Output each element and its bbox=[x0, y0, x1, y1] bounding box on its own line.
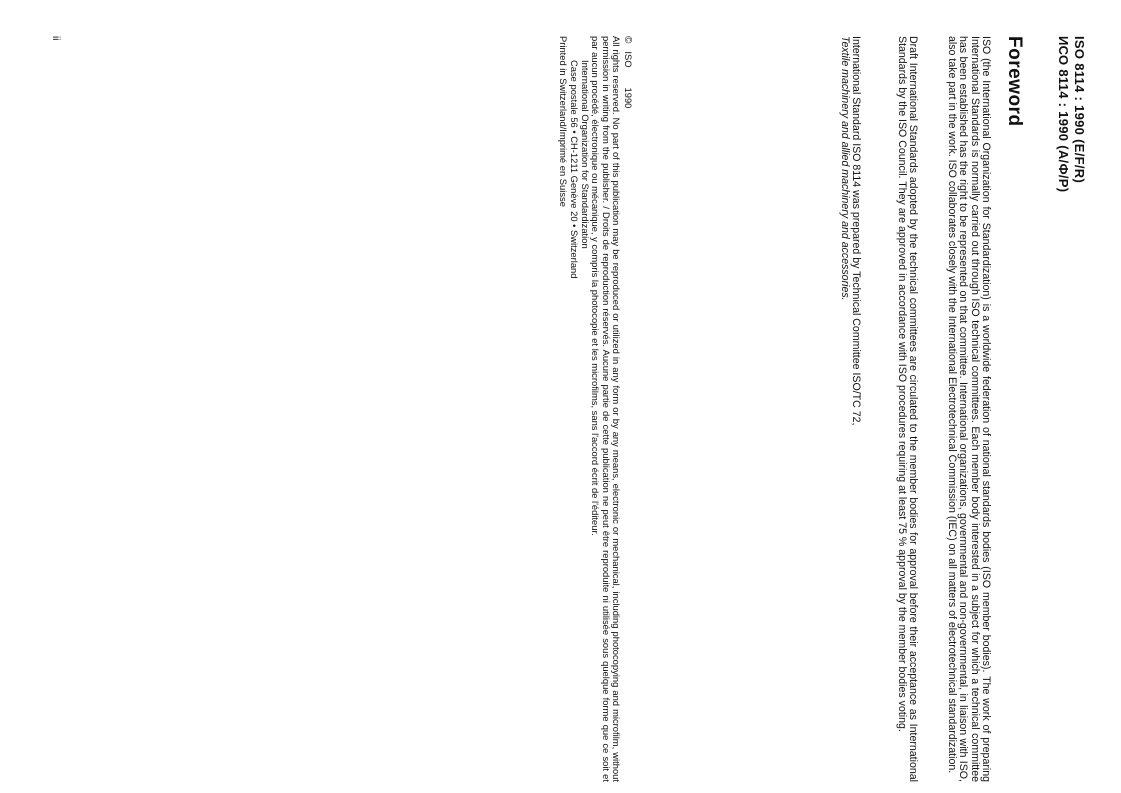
printed-in-statement: Printed in Switzerland/Imprimé en Suisse bbox=[558, 36, 570, 207]
foreword-paragraph-1: ISO (the International Organization for Standardization) is a worldwide federation of national standards bodies (ISO member bodies). The work of preparing International Standards is normally carried out through ISO technical committees. Each member body interested in a subject for which a technical committee has been established has the right to be represented on that committee. International organizations, governmental and non-governmental, in liaison with ISO, also take part in the work. ISO collaborates closely with the International Electrotechnical Commission (IEC) on all matters of electrotechnical standardization. bbox=[946, 36, 992, 782]
rights-statement: All rights reserved. No part of this publication may be reproduced or utilized in any form or by any means, electronic or mechanical, including photocopying and microfilm, without permission in writing from the publisher. / Droits de reproduction réservés. Aucune partie de cette publication ne peut être reproduite ni utilisée sous quelque forme que ce soit et par aucun procédé, électronique ou mécanique, y compris la photocopie et les microfilms, sans l'accord écrit de l'éditeur. bbox=[590, 36, 623, 782]
document-header bbox=[1055, 36, 1087, 596]
publisher-organization: International Organization for Standardization bbox=[579, 60, 591, 249]
foreword-title: Foreword bbox=[1004, 36, 1025, 127]
standard-number-cyrillic: ИСО 8114 : 1990 (А/Ф/Р) bbox=[1056, 36, 1071, 193]
page-number: ii bbox=[50, 36, 61, 41]
copyright-line bbox=[621, 36, 633, 782]
foreword-paragraph-2: Draft International Standards adopted by the technical committees are circulated to the member bodies for approval before their acceptance as International Standards by the ISO Council. They are approved in accordance with ISO procedures requiring at least 75 % approval by the member bodies voting. bbox=[895, 36, 919, 782]
copyright-symbol: © bbox=[622, 36, 633, 44]
committee-title: Textile machinery and allied machinery and accessories. bbox=[838, 36, 851, 301]
standard-number-latin: ISO 8114 : 1990 (E/F/R) bbox=[1072, 36, 1087, 184]
foreword-paragraph-3 bbox=[838, 36, 861, 782]
copyright-holder: ISO bbox=[623, 51, 634, 68]
paragraph-3-text: International Standard ISO 8114 was prepared by Technical Committee ISO/TC 72, bbox=[850, 36, 862, 426]
copyright-year: 1990 bbox=[623, 87, 634, 109]
publisher-address: Case postale 56 • CH-1211 Genève 20 • Switzerland bbox=[569, 60, 581, 279]
copyright-notice bbox=[558, 36, 633, 782]
